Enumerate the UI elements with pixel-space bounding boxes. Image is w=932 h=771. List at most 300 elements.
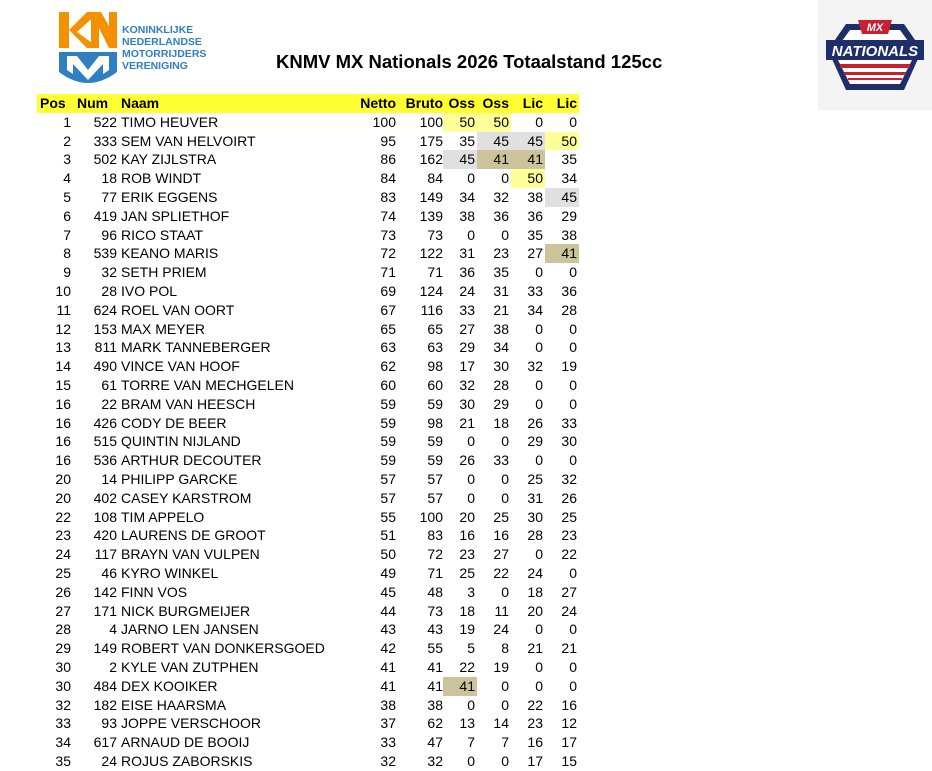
cell-oss-1: 5	[467, 640, 475, 657]
cell-oss-1: 0	[467, 470, 475, 487]
cell-pos: 20	[55, 470, 71, 487]
cell-pos: 16	[55, 452, 71, 469]
cell-lic-1: 38	[527, 188, 543, 205]
cell-num: 4	[109, 621, 117, 638]
cell-bruto: 149	[419, 188, 443, 205]
cell-oss-2: 11	[494, 602, 509, 619]
cell-netto: 72	[380, 245, 396, 262]
mx-nationals-emblem-icon	[818, 0, 932, 110]
table-row	[37, 150, 579, 169]
cell-lic-1: 0	[535, 339, 543, 356]
cell-lic-1: 28	[527, 527, 543, 544]
table-row	[37, 113, 579, 132]
cell-bruto: 116	[420, 301, 443, 318]
col-header-bruto: Bruto	[396, 94, 443, 113]
cell-bruto: 60	[427, 376, 443, 393]
cell-lic-2: 29	[561, 207, 577, 224]
cell-lic-2: 36	[561, 282, 577, 299]
cell-oss-1: 3	[467, 583, 475, 600]
cell-num: 617	[93, 734, 117, 751]
cell-lic-1: 35	[527, 226, 543, 243]
cell-oss-1: 0	[467, 170, 475, 187]
table-row	[37, 602, 579, 621]
cell-bruto: 47	[427, 734, 443, 751]
cell-num: 117	[94, 546, 117, 563]
cell-lic-2: 0	[569, 113, 577, 130]
table-row	[37, 733, 579, 752]
cell-lic-1: 41	[511, 150, 545, 169]
cell-pos: 13	[55, 339, 71, 356]
cell-bruto: 71	[427, 564, 443, 581]
col-header-lic-1: Lic	[511, 94, 545, 113]
cell-lic-1: 0	[535, 264, 543, 281]
table-row	[37, 508, 579, 527]
cell-oss-2: 33	[493, 452, 509, 469]
cell-netto: 83	[380, 188, 396, 205]
cell-lic-2: 45	[545, 188, 579, 207]
cell-lic-2: 0	[569, 264, 577, 281]
table-row	[37, 132, 579, 151]
col-header-num: Num	[77, 94, 121, 113]
table-row	[37, 357, 579, 376]
cell-bruto: 59	[427, 452, 443, 469]
cell-oss-2: 30	[493, 358, 509, 375]
cell-num: 515	[93, 433, 117, 450]
cell-name: JAN SPLIETHOF	[121, 207, 230, 224]
cell-num: 539	[93, 245, 117, 262]
cell-name: ERIK EGGENS	[121, 188, 218, 205]
cell-num: 536	[93, 452, 117, 469]
cell-lic-2: 30	[561, 433, 577, 450]
table-row	[37, 677, 579, 696]
cell-bruto: 57	[427, 489, 443, 506]
cell-pos: 30	[55, 658, 71, 675]
cell-num: 108	[93, 508, 117, 525]
cell-num: 333	[93, 132, 117, 149]
cell-oss-1: 45	[443, 150, 477, 169]
cell-bruto: 98	[427, 358, 443, 375]
table-row	[37, 696, 579, 715]
cell-netto: 50	[380, 546, 396, 563]
cell-name: MAX MEYER	[121, 320, 206, 337]
cell-pos: 22	[55, 508, 71, 525]
cell-num: 182	[93, 696, 117, 713]
cell-oss-1: 0	[467, 696, 475, 713]
cell-lic-2: 50	[545, 132, 579, 151]
org-line-3: MOTORRIJDERS	[122, 48, 207, 60]
col-header-netto: Netto	[346, 94, 396, 113]
cell-num: 171	[93, 602, 117, 619]
cell-netto: 32	[380, 752, 396, 769]
cell-name: MARK TANNEBERGER	[121, 339, 271, 356]
cell-lic-2: 16	[561, 696, 577, 713]
cell-lic-2: 35	[561, 151, 577, 168]
cell-netto: 59	[380, 395, 396, 412]
cell-name: TORRE VAN MECHGELEN	[121, 376, 294, 393]
cell-netto: 38	[380, 696, 396, 713]
cell-lic-1: 0	[535, 546, 543, 563]
table-row	[37, 320, 579, 339]
cell-num: 426	[93, 414, 117, 431]
cell-pos: 9	[63, 264, 71, 281]
cell-oss-1: 0	[467, 433, 475, 450]
cell-lic-2: 0	[569, 320, 577, 337]
cell-oss-2: 41	[477, 150, 511, 169]
cell-oss-1: 29	[459, 339, 475, 356]
cell-lic-1: 21	[527, 640, 543, 657]
cell-num: 142	[93, 583, 117, 600]
cell-name: EISE HAARSMA	[121, 696, 227, 713]
cell-num: 484	[93, 677, 117, 694]
page-title: KNMV MX Nationals 2026 Totaalstand 125cc	[276, 51, 663, 72]
cell-oss-2: 50	[477, 113, 511, 132]
cell-pos: 10	[55, 282, 71, 299]
table-row	[37, 432, 579, 451]
cell-oss-1: 0	[467, 226, 475, 243]
cell-bruto: 62	[427, 715, 443, 732]
cell-lic-2: 26	[561, 489, 577, 506]
cell-lic-1: 20	[527, 602, 543, 619]
cell-oss-1: 33	[459, 301, 475, 318]
cell-bruto: 122	[419, 245, 443, 262]
cell-lic-2: 15	[561, 752, 577, 769]
cell-pos: 25	[55, 564, 71, 581]
cell-name: RICO STAAT	[121, 226, 203, 243]
cell-oss-2: 0	[501, 696, 509, 713]
cell-pos: 1	[63, 113, 71, 130]
cell-oss-2: 36	[493, 207, 509, 224]
cell-name: ARNAUD DE BOOIJ	[121, 734, 250, 751]
cell-name: KEANO MARIS	[121, 245, 219, 262]
cell-oss-2: 14	[493, 715, 509, 732]
cell-oss-2: 16	[493, 527, 509, 544]
cell-pos: 3	[63, 151, 71, 168]
cell-name: NICK BURGMEIJER	[121, 602, 251, 619]
cell-bruto: 59	[427, 433, 443, 450]
cell-oss-1: 20	[459, 508, 475, 525]
cell-pos: 20	[55, 489, 71, 506]
cell-pos: 15	[55, 376, 71, 393]
cell-lic-2: 12	[561, 715, 577, 732]
cell-lic-2: 23	[561, 527, 577, 544]
cell-bruto: 43	[427, 621, 443, 638]
cell-lic-1: 0	[535, 621, 543, 638]
table-row	[37, 207, 579, 226]
cell-oss-2: 28	[493, 376, 509, 393]
cell-oss-2: 25	[493, 508, 509, 525]
cell-num: 14	[101, 470, 117, 487]
cell-bruto: 41	[427, 658, 443, 675]
cell-lic-2: 27	[561, 583, 577, 600]
col-header-oss-2: Oss	[477, 94, 511, 113]
table-row	[37, 263, 579, 282]
cell-lic-2: 19	[561, 358, 577, 375]
cell-netto: 67	[380, 301, 396, 318]
cell-netto: 57	[380, 489, 396, 506]
cell-bruto: 32	[427, 752, 443, 769]
table-row	[37, 658, 579, 677]
cell-pos: 26	[55, 583, 71, 600]
cell-oss-1: 21	[459, 414, 475, 431]
cell-oss-1: 26	[459, 452, 475, 469]
table-row	[37, 376, 579, 395]
table-row	[37, 489, 579, 508]
cell-pos: 23	[55, 527, 71, 544]
cell-oss-2: 8	[501, 640, 509, 657]
table-row	[37, 526, 579, 545]
cell-oss-2: 0	[501, 433, 509, 450]
cell-oss-1: 41	[443, 677, 477, 696]
cell-lic-2: 38	[561, 226, 577, 243]
cell-lic-2: 28	[561, 301, 577, 318]
cell-name: JARNO LEN JANSEN	[121, 621, 259, 638]
cell-lic-2: 25	[561, 508, 577, 525]
cell-netto: 95	[380, 132, 396, 149]
col-header-naam: Naam	[121, 94, 346, 113]
cell-name: FINN VOS	[121, 583, 188, 600]
cell-lic-1: 32	[527, 358, 543, 375]
cell-bruto: 162	[419, 151, 443, 168]
cell-oss-1: 17	[459, 358, 475, 375]
cell-bruto: 71	[427, 264, 443, 281]
cell-lic-1: 24	[527, 564, 543, 581]
cell-pos: 4	[63, 170, 71, 187]
cell-bruto: 124	[419, 282, 443, 299]
table-row	[37, 545, 579, 564]
cell-oss-2: 0	[501, 677, 509, 694]
cell-lic-2: 22	[561, 546, 577, 563]
knmv-logo	[57, 10, 227, 90]
cell-oss-1: 23	[459, 546, 475, 563]
cell-oss-2: 32	[493, 188, 509, 205]
cell-oss-1: 31	[459, 245, 475, 262]
cell-bruto: 38	[427, 696, 443, 713]
cell-name: KAY ZIJLSTRA	[121, 151, 217, 168]
org-line-1: KONINKLIJKE	[122, 24, 194, 36]
cell-name: KYRO WINKEL	[121, 564, 219, 581]
cell-lic-1: 27	[527, 245, 543, 262]
cell-lic-1: 0	[535, 113, 543, 130]
standings-table	[37, 94, 579, 771]
cell-pos: 8	[63, 245, 71, 262]
cell-lic-2: 33	[561, 414, 577, 431]
cell-netto: 63	[380, 339, 396, 356]
cell-bruto: 84	[427, 170, 443, 187]
cell-name: VINCE VAN HOOF	[121, 358, 240, 375]
cell-lic-1: 31	[527, 489, 543, 506]
cell-oss-1: 50	[443, 113, 477, 132]
cell-name: CASEY KARSTROM	[121, 489, 252, 506]
cell-lic-2: 34	[561, 170, 577, 187]
table-row	[37, 338, 579, 357]
cell-pos: 35	[55, 752, 71, 769]
cell-oss-2: 31	[493, 282, 509, 299]
table-row	[37, 282, 579, 301]
cell-lic-2: 24	[561, 602, 577, 619]
cell-oss-1: 0	[467, 752, 475, 769]
cell-bruto: 73	[427, 602, 443, 619]
cell-pos: 7	[63, 226, 71, 243]
cell-name: LAURENS DE GROOT	[121, 527, 266, 544]
table-row	[37, 564, 579, 583]
cell-name: TIM APPELO	[121, 508, 205, 525]
cell-oss-1: 0	[467, 489, 475, 506]
cell-lic-1: 18	[527, 583, 543, 600]
cell-num: 402	[93, 489, 117, 506]
cell-lic-2: 0	[569, 621, 577, 638]
cell-oss-1: 25	[459, 564, 475, 581]
table-row	[37, 714, 579, 733]
cell-netto: 74	[380, 207, 396, 224]
cell-num: 93	[101, 715, 117, 732]
cell-lic-1: 50	[511, 169, 545, 188]
cell-lic-1: 0	[535, 658, 543, 675]
table-row	[37, 639, 579, 658]
cell-oss-2: 7	[501, 734, 509, 751]
cell-bruto: 72	[427, 546, 443, 563]
cell-lic-2: 32	[561, 470, 577, 487]
cell-netto: 59	[380, 414, 396, 431]
cell-oss-1: 7	[467, 734, 475, 751]
cell-oss-2: 38	[493, 320, 509, 337]
cell-netto: 65	[380, 320, 396, 337]
table-row	[37, 226, 579, 245]
cell-pos: 16	[55, 433, 71, 450]
cell-oss-1: 18	[459, 602, 475, 619]
cell-bruto: 100	[419, 508, 443, 525]
cell-num: 32	[101, 264, 117, 281]
cell-oss-2: 45	[477, 132, 511, 151]
org-line-2: NEDERLANDSE	[122, 36, 202, 48]
mx-nationals-logo	[818, 0, 932, 110]
knmv-emblem-icon	[57, 10, 119, 90]
cell-oss-2: 0	[501, 489, 509, 506]
cell-num: 22	[101, 395, 117, 412]
cell-oss-1: 36	[459, 264, 475, 281]
cell-name: ARTHUR DECOUTER	[121, 452, 262, 469]
cell-lic-1: 36	[527, 207, 543, 224]
table-row	[37, 169, 579, 188]
cell-bruto: 73	[427, 226, 443, 243]
cell-netto: 86	[380, 151, 396, 168]
cell-bruto: 83	[427, 527, 443, 544]
cell-name: BRAYN VAN VULPEN	[121, 546, 260, 563]
cell-oss-2: 22	[493, 564, 509, 581]
cell-lic-2: 17	[561, 734, 577, 751]
cell-oss-2: 21	[493, 301, 509, 318]
cell-lic-2: 0	[569, 376, 577, 393]
cell-pos: 16	[55, 414, 71, 431]
cell-num: 46	[101, 564, 117, 581]
cell-name: ROJUS ZABORSKIS	[121, 752, 253, 769]
cell-num: 490	[93, 358, 117, 375]
cell-oss-2: 19	[493, 658, 509, 675]
cell-num: 522	[93, 113, 117, 130]
cell-num: 28	[101, 282, 117, 299]
cell-lic-1: 0	[535, 677, 543, 694]
cell-netto: 51	[380, 527, 396, 544]
cell-oss-2: 34	[493, 339, 509, 356]
cell-oss-1: 13	[459, 715, 475, 732]
cell-pos: 6	[63, 207, 71, 224]
cell-oss-1: 16	[459, 527, 475, 544]
cell-lic-2: 21	[561, 640, 577, 657]
cell-netto: 59	[380, 452, 396, 469]
cell-name: QUINTIN NIJLAND	[121, 433, 241, 450]
table-row	[37, 470, 579, 489]
col-header-oss-1: Oss	[443, 94, 477, 113]
cell-lic-1: 29	[527, 433, 543, 450]
table-row	[37, 451, 579, 470]
cell-num: 419	[93, 207, 117, 224]
cell-lic-2: 0	[569, 395, 577, 412]
cell-num: 149	[93, 640, 117, 657]
cell-pos: 27	[55, 602, 71, 619]
cell-netto: 69	[380, 282, 396, 299]
cell-bruto: 59	[427, 395, 443, 412]
cell-netto: 44	[380, 602, 396, 619]
cell-lic-1: 45	[511, 132, 545, 151]
cell-num: 96	[101, 226, 117, 243]
cell-netto: 33	[380, 734, 396, 751]
cell-bruto: 139	[419, 207, 443, 224]
cell-name: ROBERT VAN DONKERSGOED	[121, 640, 325, 657]
cell-lic-1: 0	[535, 452, 543, 469]
cell-oss-1: 27	[459, 320, 475, 337]
cell-name: BRAM VAN HEESCH	[121, 395, 256, 412]
cell-netto: 55	[380, 508, 396, 525]
table-row	[37, 301, 579, 320]
cell-bruto: 100	[419, 113, 443, 130]
cell-pos: 29	[55, 640, 71, 657]
cell-lic-1: 22	[527, 696, 543, 713]
cell-oss-2: 23	[493, 245, 509, 262]
cell-lic-1: 30	[527, 508, 543, 525]
cell-name: JOPPE VERSCHOOR	[121, 715, 262, 732]
cell-lic-1: 0	[535, 320, 543, 337]
cell-lic-2: 41	[545, 244, 579, 263]
table-row	[37, 583, 579, 602]
cell-name: SETH PRIEM	[121, 264, 207, 281]
cell-bruto: 175	[419, 132, 443, 149]
cell-lic-1: 16	[527, 734, 543, 751]
col-header-pos: Pos	[37, 94, 77, 113]
cell-oss-2: 0	[501, 752, 509, 769]
table-row	[37, 395, 579, 414]
cell-bruto: 65	[427, 320, 443, 337]
cell-netto: 49	[380, 564, 396, 581]
cell-pos: 5	[63, 188, 71, 205]
cell-lic-1: 0	[535, 376, 543, 393]
cell-num: 153	[93, 320, 117, 337]
table-row	[37, 244, 579, 263]
cell-bruto: 48	[427, 583, 443, 600]
cell-oss-2: 29	[493, 395, 509, 412]
cell-name: CODY DE BEER	[121, 414, 227, 431]
cell-oss-1: 19	[459, 621, 475, 638]
cell-oss-1: 35	[459, 132, 475, 149]
table-row	[37, 414, 579, 433]
table-row	[37, 752, 579, 771]
table-row	[37, 188, 579, 207]
cell-oss-2: 35	[493, 264, 509, 281]
table-row	[37, 620, 579, 639]
cell-oss-1: 32	[459, 376, 475, 393]
cell-bruto: 41	[427, 677, 443, 694]
cell-oss-2: 24	[493, 621, 509, 638]
cell-lic-1: 17	[527, 752, 543, 769]
cell-pos: 30	[55, 677, 71, 694]
